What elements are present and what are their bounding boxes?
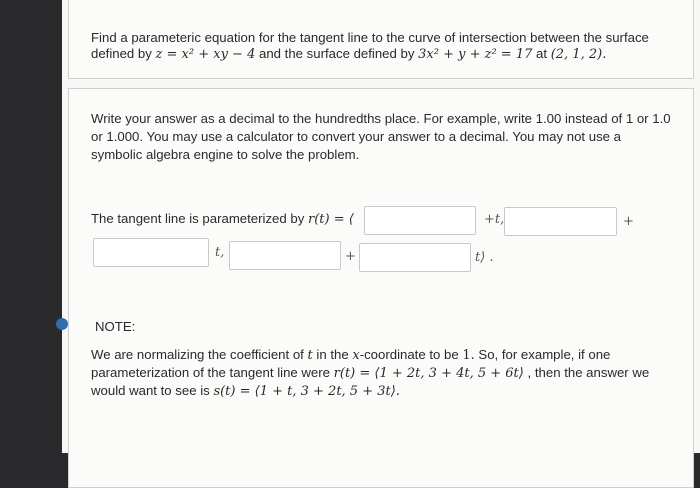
note-title: NOTE: bbox=[95, 319, 136, 334]
instructions-line-1: Write your answer as a decimal to the hundredths place. For example, write 1.00 instead of 1 or 1.0 bbox=[91, 111, 671, 126]
example-r-equation: r(t) = ⟨1 + 2t, 3 + 4t, 5 + 6t⟩ bbox=[333, 366, 524, 381]
r-of-t-label: r(t) = ⟨ bbox=[308, 212, 354, 227]
note-line-3: would want to see is s(t) = ⟨1 + t, 3 + 2t, 5 + 3t⟩. bbox=[91, 383, 400, 399]
question-page bbox=[62, 0, 700, 453]
example-s-equation: s(t) = ⟨1 + t, 3 + 2t, 5 + 3t⟩. bbox=[213, 384, 400, 399]
t-comma-label: t, bbox=[215, 245, 225, 260]
answer-x-constant-input[interactable] bbox=[364, 206, 476, 235]
note-line-2: parameterization of the tangent line were r(t) = ⟨1 + 2t, 3 + 4t, 5 + 6t⟩ , then the answer we bbox=[91, 365, 650, 381]
problem-card bbox=[68, 0, 694, 79]
surface-equation-2: 3x² + y + z² = 17 bbox=[418, 47, 533, 62]
answer-prefix: The tangent line is parameterized by r(t) = ⟨ bbox=[91, 211, 354, 227]
surface-equation-1: z = x² + xy − 4 bbox=[155, 47, 256, 62]
answer-z-coefficient-input[interactable] bbox=[359, 243, 471, 272]
point-coordinates: (2, 1, 2). bbox=[550, 47, 607, 62]
nav-indicator-dot bbox=[56, 318, 68, 330]
answer-card bbox=[68, 88, 694, 488]
plus-sign-1: + bbox=[623, 214, 634, 229]
plus-t-label: +t, bbox=[484, 212, 505, 227]
instructions-line-2: or 1.000. You may use a calculator to convert your answer to a decimal. You may not use a bbox=[91, 129, 622, 144]
answer-y-constant-input[interactable] bbox=[504, 207, 617, 236]
answer-z-constant-input[interactable] bbox=[229, 241, 341, 270]
t-close-label: t⟩ . bbox=[475, 250, 494, 265]
plus-sign-2: + bbox=[345, 249, 356, 264]
problem-line-1: Find a parameteric equation for the tangent line to the curve of intersection between the surface bbox=[91, 30, 649, 45]
instructions-line-3: symbolic algebra engine to solve the problem. bbox=[91, 147, 360, 162]
problem-line-2: defined by z = x² + xy − 4 and the surface defined by 3x² + y + z² = 17 at (2, 1, 2). bbox=[91, 46, 607, 62]
note-line-1: We are normalizing the coefficient of t in the x-coordinate to be 1. So, for example, if one bbox=[91, 347, 611, 363]
answer-y-coefficient-input[interactable] bbox=[93, 238, 209, 267]
